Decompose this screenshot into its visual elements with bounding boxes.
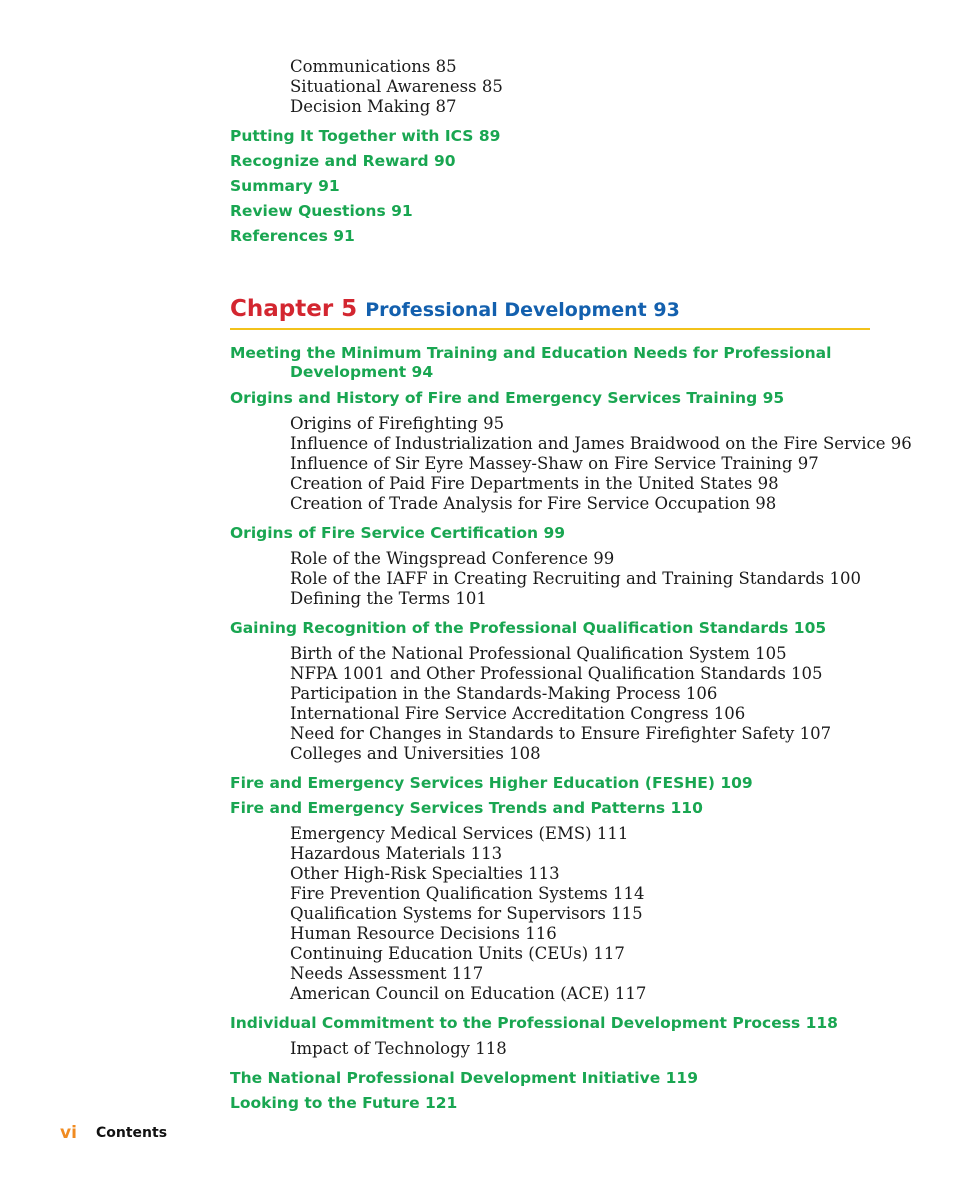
toc-section-link[interactable] [230, 344, 831, 381]
toc-subentry: Defining the Terms 101 [290, 589, 487, 608]
page-number: vi [60, 1123, 77, 1143]
toc-subentry: Colleges and Universities 108 [290, 744, 541, 763]
toc-section-link[interactable]: Origins and History of Fire and Emergency Services Training 95 [230, 389, 785, 407]
toc-subentry: Continuing Education Units (CEUs) 117 [290, 944, 625, 963]
section-title-continuation: Development 94 [290, 363, 434, 381]
toc-subentry: Influence of Sir Eyre Massey-Shaw on Fire Service Training 97 [290, 454, 819, 473]
toc-subentry: Other High-Risk Specialties 113 [290, 864, 560, 883]
toc-section-link[interactable]: References 91 [230, 227, 355, 245]
toc-subentry: Birth of the National Professional Qualification System 105 [290, 644, 787, 663]
toc-subentry: Impact of Technology 118 [290, 1039, 507, 1058]
toc-subentry: International Fire Service Accreditation Congress 106 [290, 704, 746, 723]
toc-subentry: Decision Making 87 [290, 97, 457, 116]
toc-section-link[interactable]: Gaining Recognition of the Professional Qualification Standards 105 [230, 619, 827, 637]
toc-subentry: Needs Assessment 117 [290, 964, 484, 983]
toc-subentry: NFPA 1001 and Other Professional Qualification Standards 105 [290, 664, 823, 683]
section-title-line: Meeting the Minimum Training and Education Needs for Professional [230, 344, 832, 362]
toc-section-link[interactable]: Origins of Fire Service Certification 99 [230, 524, 566, 542]
toc-section-link[interactable]: Fire and Emergency Services Higher Education (FESHE) 109 [230, 774, 753, 792]
toc-subentry: Need for Changes in Standards to Ensure Firefighter Safety 107 [290, 724, 832, 743]
toc-subentry: Creation of Trade Analysis for Fire Service Occupation 98 [290, 494, 777, 513]
toc-subentry: Origins of Firefighting 95 [290, 414, 505, 433]
toc-subentry: Emergency Medical Services (EMS) 111 [290, 824, 629, 843]
toc-section-link[interactable]: The National Professional Development Initiative 119 [230, 1069, 698, 1087]
toc-subentry: Hazardous Materials 113 [290, 844, 503, 863]
toc-subentry: Communications 85 [290, 57, 457, 76]
toc-subentry: Fire Prevention Qualification Systems 114 [290, 884, 645, 903]
toc-subentry: Role of the Wingspread Conference 99 [290, 549, 615, 568]
toc-section-link[interactable]: Putting It Together with ICS 89 [230, 127, 501, 145]
toc-subentry: Influence of Industrialization and James Braidwood on the Fire Service 96 [290, 434, 912, 453]
toc-subentry: Participation in the Standards-Making Process 106 [290, 684, 718, 703]
running-footer-label: Contents [96, 1125, 168, 1141]
toc-section-link[interactable]: Review Questions 91 [230, 202, 413, 220]
toc-section-link[interactable]: Summary 91 [230, 177, 340, 195]
chapter-heading[interactable] [230, 296, 680, 322]
toc-subentry: American Council on Education (ACE) 117 [290, 984, 647, 1003]
toc-subentry: Qualification Systems for Supervisors 115 [290, 904, 643, 923]
toc-subentry: Creation of Paid Fire Departments in the United States 98 [290, 474, 779, 493]
chapter-title: Professional Development 93 [365, 299, 680, 321]
toc-section-link[interactable]: Looking to the Future 121 [230, 1094, 458, 1112]
chapter-divider [230, 328, 870, 330]
toc-section-link[interactable]: Individual Commitment to the Professional Development Process 118 [230, 1014, 838, 1032]
toc-section-link[interactable]: Fire and Emergency Services Trends and Patterns 110 [230, 799, 703, 817]
toc-subentry: Situational Awareness 85 [290, 77, 503, 96]
toc-subentry: Human Resource Decisions 116 [290, 924, 557, 943]
toc-section-link[interactable]: Recognize and Reward 90 [230, 152, 456, 170]
toc-subentry: Role of the IAFF in Creating Recruiting and Training Standards 100 [290, 569, 862, 588]
chapter-number: Chapter 5 [230, 296, 358, 322]
